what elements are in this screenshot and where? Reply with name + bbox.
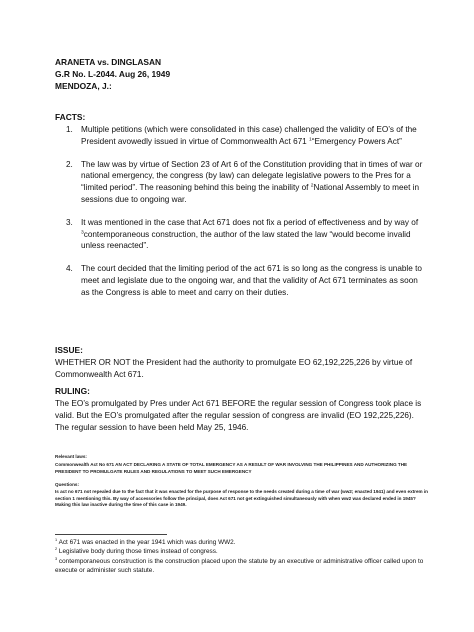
- fact-item: [55, 159, 425, 206]
- fact-number: 2.: [66, 159, 73, 169]
- facts-title: FACTS:: [55, 112, 86, 122]
- footnote-text: contemporaneous construction is the construction placed upon the statute by an executive or administrative officer called upon to execute or administer such statute.: [55, 557, 424, 574]
- fact-text-cont: “Emergency Powers Act”: [311, 136, 402, 146]
- footnotes: [55, 538, 425, 575]
- footnote-mark: 2: [55, 547, 58, 552]
- fact-number: 3.: [66, 217, 73, 227]
- footnote-ref[interactable]: 2: [310, 183, 314, 189]
- footnote-mark: 1: [55, 537, 58, 542]
- issue-text: WHETHER OR NOT the President had the authority to promulgate EO 62,192,225,226 by virtue of Commonwealth Act 671.: [55, 358, 413, 379]
- footnote-divider: [55, 534, 167, 535]
- ruling-title: RULING:: [55, 386, 90, 396]
- facts-list: [55, 124, 425, 310]
- ponente: MENDOZA, J.:: [55, 81, 112, 92]
- case-header: [55, 56, 170, 93]
- questions-text: Is act no 671 not repealed due to the fact that it was enacted for the purpose of response to the needs created during a time of war (ww2; enacted 1941) and even extrem in section 1 mentioning this. By way of accessories follow the principal, does Act 671 not get extinguished simultaneously with when ww2 was declared ended in 1945? Making this law inactive during the time of this case in 1949.: [55, 489, 428, 508]
- ruling-text: The EO’s promulgated by Pres under Act 671 BEFORE the regular session of Congress took place is valid. But the EO’s promulgated after the regular session of congress are invalid (EO 192,225,226). The regular session to have been held May 25, 1946.: [55, 399, 422, 432]
- fact-text: Multiple petitions (which were consolidated in this case) challenged the validity of EO’s of the President avowedly issued in virtue of Commonwealth Act 671: [81, 125, 417, 146]
- case-title: ARANETA vs. DINGLASAN: [55, 57, 162, 67]
- relevant-laws-text: Commonwealth Act No 671 AN ACT DECLARING A STATE OF TOTAL EMERGENCY AS A RESULT OF WAR INVOLVING THE PHILIPPINES AND AUTHORIZING THE PRESIDENT TO PROMULGATE RULES AND REGULATIONS TO MEET SUCH EMERGENCY: [55, 462, 408, 474]
- footnote-mark: 3: [55, 556, 58, 561]
- footnote-text: Legislative body during those times instead of congress.: [57, 548, 218, 556]
- footnote-text: Act 671 was enacted in the year 1941 which was during WW2.: [57, 539, 236, 546]
- fact-item: [55, 124, 425, 148]
- footnote-ref[interactable]: 3: [81, 229, 84, 235]
- fact-text-cont: contemporaneous construction, the author of the law stated the law “would become invalid unless reenacted”.: [81, 229, 411, 251]
- footnote-item: [55, 557, 425, 576]
- fact-text: The court decided that the limiting period of the act 671 is so long as the congress is unable to meet and legislate due to the ongoing war, and that the validity of Act 671 terminates as soon as the Congress is able to meet and carry on their duties.: [81, 264, 422, 297]
- issue-title: ISSUE:: [55, 345, 83, 355]
- fact-number: 1.: [66, 125, 73, 134]
- fact-text-cont: National Assembly to meet in sessions due to ongoing war.: [81, 183, 420, 204]
- fact-number: 4.: [66, 264, 73, 274]
- questions-title: Questions:: [55, 482, 79, 487]
- fact-item: [55, 217, 425, 252]
- fact-text: It was mentioned in the case that Act 671 does not fix a period of effectiveness and by way of: [81, 217, 419, 227]
- gr-number: G.R No. L-2044. Aug 26, 1949: [55, 69, 171, 80]
- footnote-item: [55, 538, 425, 547]
- footnote-ref[interactable]: 1: [309, 137, 312, 143]
- relevant-laws-title: Relevant laws:: [55, 454, 87, 459]
- fact-item: [55, 263, 425, 298]
- fact-text: The law was by virtue of Section 23 of Art 6 of the Constitution providing that in times of war or national emergency, the congress (by law) can delegate legislative powers to the Pres for a “limited period”. The reasoning behind this being the inability of: [81, 159, 423, 193]
- footnote-item: [55, 547, 425, 556]
